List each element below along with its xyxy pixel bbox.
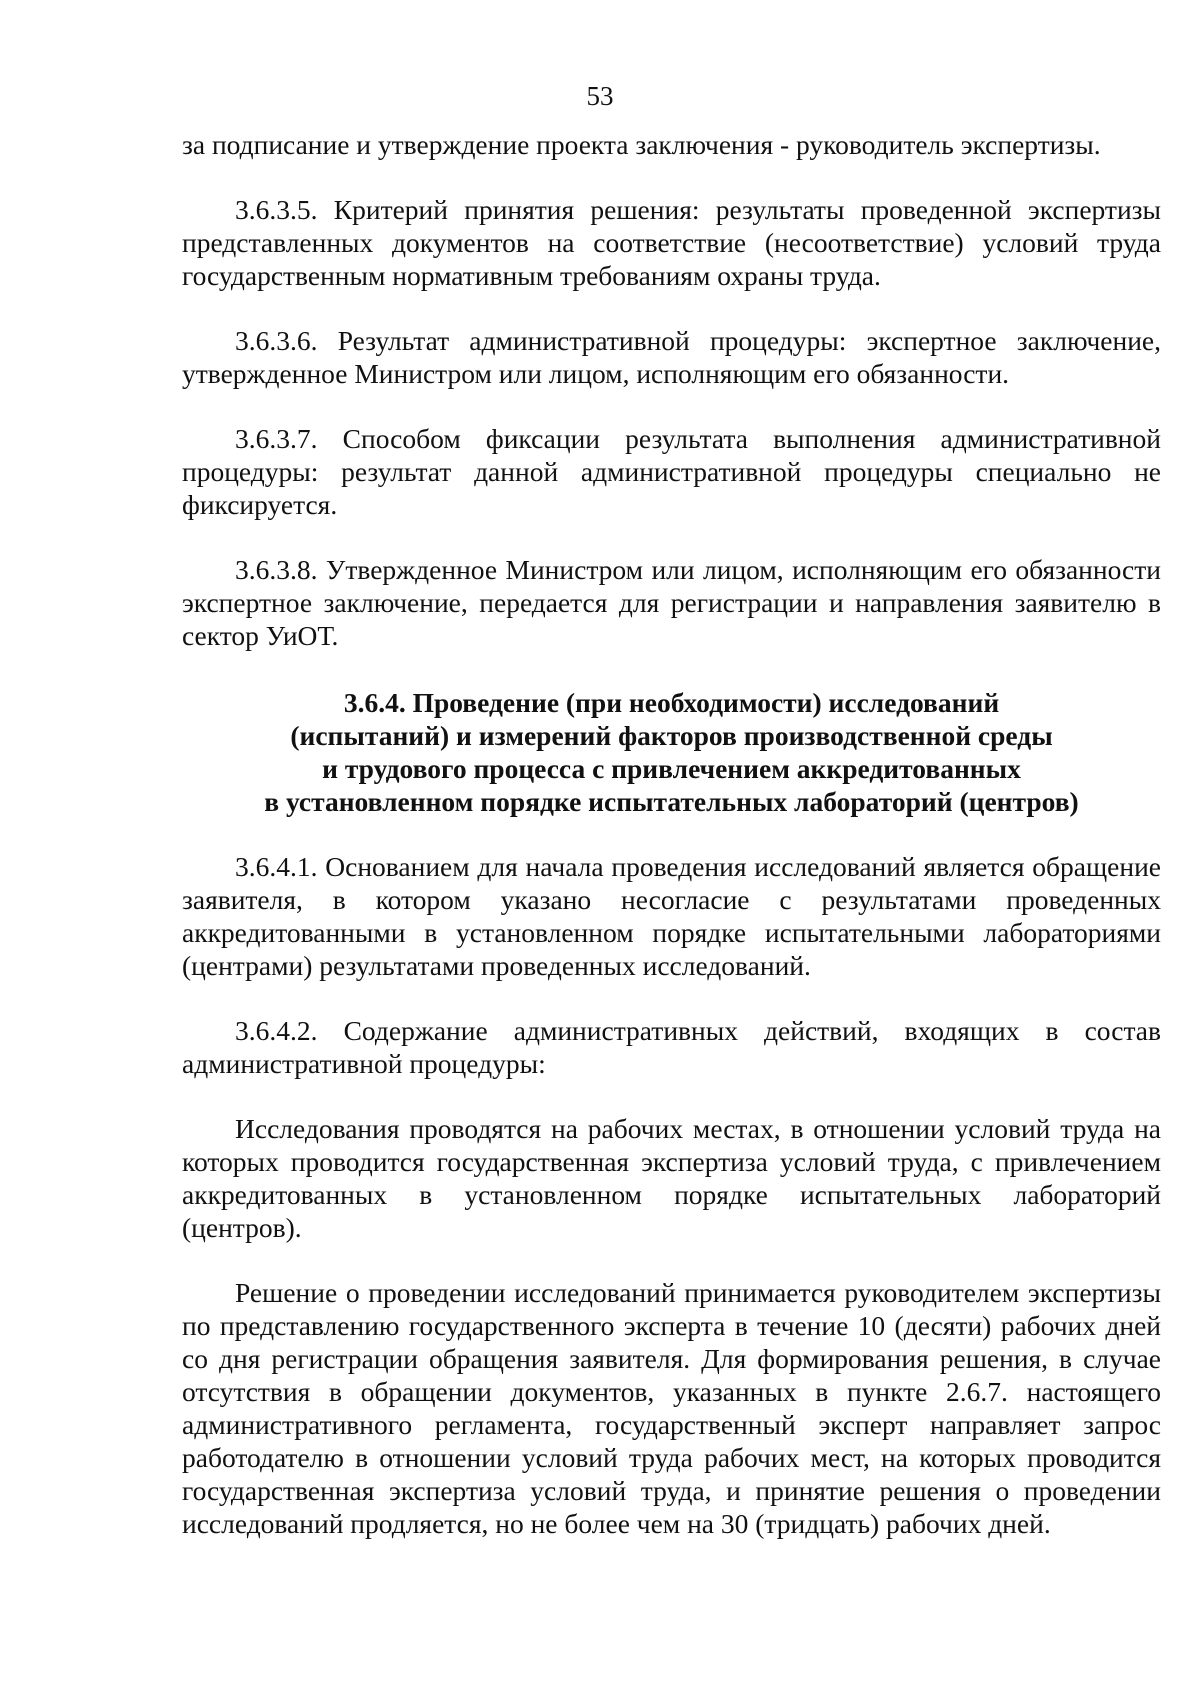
paragraph-3-6-3-7: 3.6.3.7. Способом фиксации результата выполнения административной процедуры: результат данной административной процедуры специально не фиксируется. [182,423,1161,520]
paragraph-3-6-3-5: 3.6.3.5. Критерий принятия решения: результаты проведенной экспертизы представленных документов на соответствие (несоответствие) условий труда государственным нормативным требованиям охраны труда. [182,194,1161,291]
heading-line: в установленном порядке испытательных лабораторий (центров) [264,786,1079,817]
paragraph-3-6-3-6: 3.6.3.6. Результат административной процедуры: экспертное заключение, утвержденное Министром или лицом, исполняющим его обязанности. [182,325,1161,389]
document-body [182,128,1161,1540]
paragraph-3-6-4-2: 3.6.4.2. Содержание административных действий, входящих в состав административной процедуры: [182,1015,1161,1079]
paragraph-research-conditions: Исследования проводятся на рабочих местах, в отношении условий труда на которых проводится государственная экспертиза условий труда, с привлечением аккредитованных в установленном порядке испытательных лабораторий (центров). [182,1113,1161,1243]
section-heading-3-6-4 [182,686,1161,818]
paragraph-3-6-4-1: 3.6.4.1. Основанием для начала проведения исследований является обращение заявителя, в котором указано несогласие с результатами проведенных аккредитованными в установленном порядке испытательными лабораториями (центрами) результатами проведенных исследований. [182,851,1161,981]
heading-line: и трудового процесса с привлечением аккредитованных [322,753,1021,784]
heading-line: (испытаний) и измерений факторов производственной среды [290,720,1053,751]
paragraph-research-decision: Решение о проведении исследований принимается руководителем экспертизы по представлению государственного эксперта в течение 10 (десяти) рабочих дней со дня регистрации обращения заявителя. Для формирования решения, в случае отсутствия в обращении документов, указанных в пункте 2.6.7. настоящего административного регламента, государственный эксперт направляет запрос работодателю в отношении условий труда рабочих мест, на которых проводится государственная экспертиза условий труда, и принятие решения о проведении исследований продляется, но не более чем на 30 (тридцать) рабочих дней. [182,1277,1161,1539]
page-number: 53 [586,81,614,111]
heading-line: 3.6.4. Проведение (при необходимости) исследований [343,687,1000,718]
paragraph-3-6-3-8: 3.6.3.8. Утвержденное Министром или лицом, исполняющим его обязанности экспертное заключение, передается для регистрации и направления заявителю в сектор УиОТ. [182,554,1161,651]
paragraph-continuation: за подписание и утверждение проекта заключения - руководитель экспертизы. [182,129,1101,160]
